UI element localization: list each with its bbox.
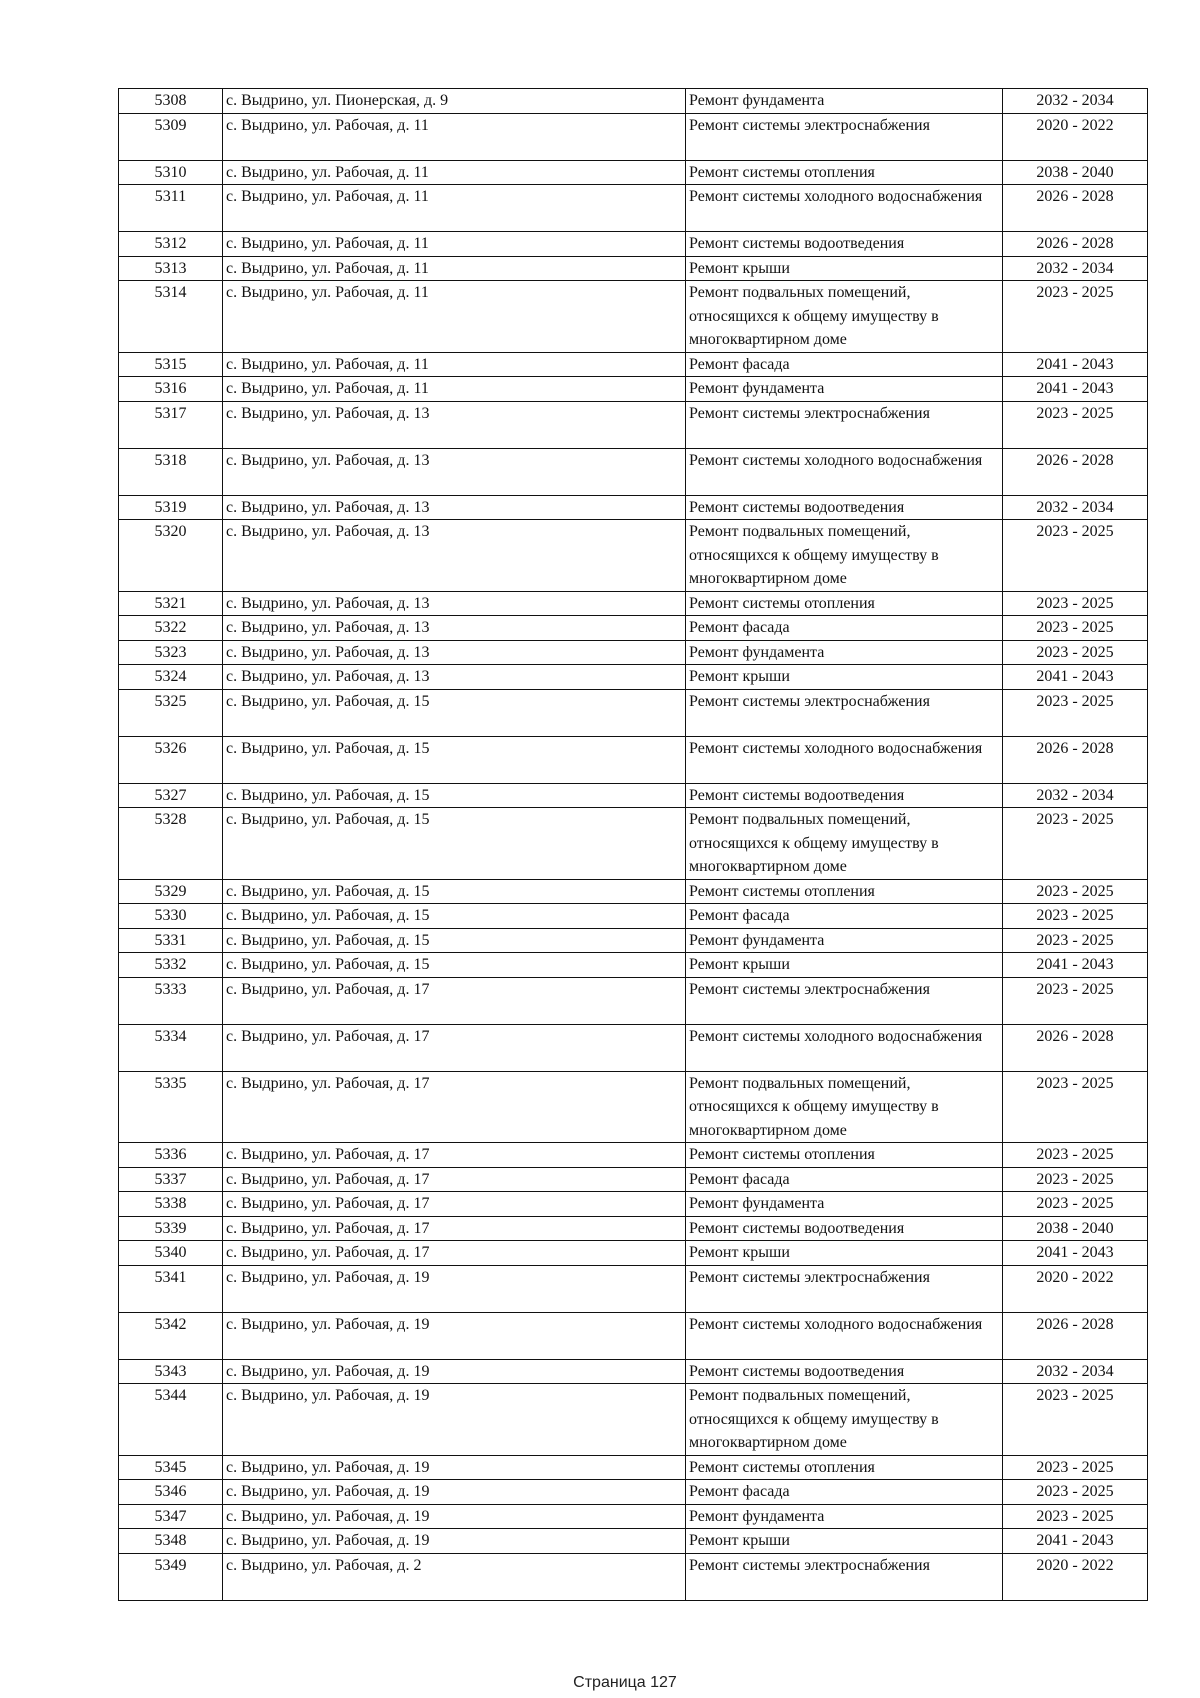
table-row [119, 1265, 1148, 1312]
row-number-cell: 5345 [119, 1455, 223, 1480]
table-row [119, 1553, 1148, 1600]
table-row [119, 904, 1148, 929]
table-body [119, 89, 1148, 1601]
period-cell: 2023 - 2025 [1003, 281, 1148, 353]
work-type-cell: Ремонт фундамента [686, 928, 1003, 953]
work-type-cell: Ремонт системы электроснабжения [686, 977, 1003, 1024]
work-type-cell: Ремонт системы холодного водоснабжения [686, 448, 1003, 495]
work-type-cell: Ремонт системы холодного водоснабжения [686, 1024, 1003, 1071]
work-type-cell: Ремонт фундамента [686, 377, 1003, 402]
period-cell: 2023 - 2025 [1003, 904, 1148, 929]
table-row [119, 160, 1148, 185]
table-row [119, 1529, 1148, 1554]
table-row [119, 640, 1148, 665]
period-cell: 2041 - 2043 [1003, 953, 1148, 978]
period-cell: 2026 - 2028 [1003, 232, 1148, 257]
period-cell: 2023 - 2025 [1003, 520, 1148, 592]
address-cell: с. Выдрино, ул. Рабочая, д. 19 [223, 1359, 686, 1384]
address-cell: с. Выдрино, ул. Рабочая, д. 13 [223, 640, 686, 665]
table-row [119, 232, 1148, 257]
row-number-cell: 5337 [119, 1167, 223, 1192]
table-row [119, 665, 1148, 690]
row-number-cell: 5322 [119, 616, 223, 641]
address-cell: с. Выдрино, ул. Рабочая, д. 19 [223, 1384, 686, 1456]
work-type-cell: Ремонт системы холодного водоснабжения [686, 736, 1003, 783]
table-row [119, 736, 1148, 783]
work-type-cell: Ремонт крыши [686, 665, 1003, 690]
row-number-cell: 5334 [119, 1024, 223, 1071]
table-row [119, 808, 1148, 880]
address-cell: с. Выдрино, ул. Рабочая, д. 19 [223, 1504, 686, 1529]
row-number-cell: 5314 [119, 281, 223, 353]
work-type-cell: Ремонт фасада [686, 904, 1003, 929]
row-number-cell: 5313 [119, 256, 223, 281]
address-cell: с. Выдрино, ул. Рабочая, д. 13 [223, 616, 686, 641]
address-cell: с. Выдрино, ул. Рабочая, д. 17 [223, 1071, 686, 1143]
period-cell: 2020 - 2022 [1003, 113, 1148, 160]
table-row [119, 1167, 1148, 1192]
table-row [119, 256, 1148, 281]
row-number-cell: 5317 [119, 401, 223, 448]
address-cell: с. Выдрино, ул. Рабочая, д. 13 [223, 448, 686, 495]
row-number-cell: 5331 [119, 928, 223, 953]
table-row [119, 1312, 1148, 1359]
row-number-cell: 5332 [119, 953, 223, 978]
address-cell: с. Выдрино, ул. Рабочая, д. 11 [223, 256, 686, 281]
period-cell: 2023 - 2025 [1003, 1071, 1148, 1143]
row-number-cell: 5315 [119, 352, 223, 377]
address-cell: с. Выдрино, ул. Рабочая, д. 17 [223, 1192, 686, 1217]
table-row [119, 495, 1148, 520]
address-cell: с. Выдрино, ул. Рабочая, д. 17 [223, 1143, 686, 1168]
work-type-cell: Ремонт системы отопления [686, 591, 1003, 616]
work-type-cell: Ремонт системы отопления [686, 1143, 1003, 1168]
address-cell: с. Выдрино, ул. Рабочая, д. 11 [223, 232, 686, 257]
work-type-cell: Ремонт фасада [686, 1167, 1003, 1192]
address-cell: с. Выдрино, ул. Рабочая, д. 19 [223, 1265, 686, 1312]
table-row [119, 1455, 1148, 1480]
period-cell: 2032 - 2034 [1003, 495, 1148, 520]
page-number: Страница 127 [573, 1674, 677, 1691]
work-type-cell: Ремонт крыши [686, 256, 1003, 281]
address-cell: с. Выдрино, ул. Рабочая, д. 13 [223, 401, 686, 448]
table-row [119, 689, 1148, 736]
period-cell: 2026 - 2028 [1003, 448, 1148, 495]
row-number-cell: 5323 [119, 640, 223, 665]
period-cell: 2023 - 2025 [1003, 1167, 1148, 1192]
row-number-cell: 5309 [119, 113, 223, 160]
row-number-cell: 5341 [119, 1265, 223, 1312]
row-number-cell: 5338 [119, 1192, 223, 1217]
row-number-cell: 5330 [119, 904, 223, 929]
address-cell: с. Выдрино, ул. Рабочая, д. 11 [223, 377, 686, 402]
table-row [119, 281, 1148, 353]
work-type-cell: Ремонт подвальных помещений, относящихся к общему имуществу в многоквартирном доме [686, 520, 1003, 592]
table-row [119, 1143, 1148, 1168]
work-type-cell: Ремонт фундамента [686, 1504, 1003, 1529]
period-cell: 2041 - 2043 [1003, 1529, 1148, 1554]
address-cell: с. Выдрино, ул. Рабочая, д. 19 [223, 1312, 686, 1359]
row-number-cell: 5318 [119, 448, 223, 495]
address-cell: с. Выдрино, ул. Рабочая, д. 15 [223, 689, 686, 736]
address-cell: с. Выдрино, ул. Рабочая, д. 19 [223, 1455, 686, 1480]
address-cell: с. Выдрино, ул. Рабочая, д. 11 [223, 352, 686, 377]
period-cell: 2023 - 2025 [1003, 1455, 1148, 1480]
address-cell: с. Выдрино, ул. Рабочая, д. 11 [223, 160, 686, 185]
row-number-cell: 5347 [119, 1504, 223, 1529]
period-cell: 2023 - 2025 [1003, 1480, 1148, 1505]
period-cell: 2023 - 2025 [1003, 640, 1148, 665]
table-row [119, 352, 1148, 377]
address-cell: с. Выдрино, ул. Рабочая, д. 17 [223, 1167, 686, 1192]
period-cell: 2032 - 2034 [1003, 256, 1148, 281]
period-cell: 2023 - 2025 [1003, 401, 1148, 448]
work-type-cell: Ремонт системы водоотведения [686, 783, 1003, 808]
period-cell: 2023 - 2025 [1003, 591, 1148, 616]
period-cell: 2023 - 2025 [1003, 1504, 1148, 1529]
work-type-cell: Ремонт фундамента [686, 1192, 1003, 1217]
work-type-cell: Ремонт подвальных помещений, относящихся к общему имуществу в многоквартирном доме [686, 1071, 1003, 1143]
work-type-cell: Ремонт фасада [686, 1480, 1003, 1505]
table-row [119, 1024, 1148, 1071]
address-cell: с. Выдрино, ул. Рабочая, д. 2 [223, 1553, 686, 1600]
row-number-cell: 5316 [119, 377, 223, 402]
row-number-cell: 5329 [119, 879, 223, 904]
work-type-cell: Ремонт системы водоотведения [686, 1359, 1003, 1384]
work-type-cell: Ремонт системы водоотведения [686, 495, 1003, 520]
address-cell: с. Выдрино, ул. Рабочая, д. 15 [223, 783, 686, 808]
work-type-cell: Ремонт системы электроснабжения [686, 689, 1003, 736]
period-cell: 2041 - 2043 [1003, 352, 1148, 377]
row-number-cell: 5324 [119, 665, 223, 690]
row-number-cell: 5311 [119, 185, 223, 232]
row-number-cell: 5335 [119, 1071, 223, 1143]
address-cell: с. Выдрино, ул. Пионерская, д. 9 [223, 89, 686, 114]
table-row [119, 616, 1148, 641]
table-row [119, 783, 1148, 808]
period-cell: 2020 - 2022 [1003, 1553, 1148, 1600]
table-row [119, 977, 1148, 1024]
work-type-cell: Ремонт подвальных помещений, относящихся к общему имуществу в многоквартирном доме [686, 1384, 1003, 1456]
work-type-cell: Ремонт фасада [686, 616, 1003, 641]
work-type-cell: Ремонт крыши [686, 1241, 1003, 1266]
period-cell: 2023 - 2025 [1003, 879, 1148, 904]
period-cell: 2023 - 2025 [1003, 808, 1148, 880]
period-cell: 2026 - 2028 [1003, 185, 1148, 232]
table-row [119, 928, 1148, 953]
address-cell: с. Выдрино, ул. Рабочая, д. 11 [223, 281, 686, 353]
period-cell: 2026 - 2028 [1003, 1312, 1148, 1359]
table-row [119, 879, 1148, 904]
row-number-cell: 5310 [119, 160, 223, 185]
table-row [119, 1480, 1148, 1505]
row-number-cell: 5326 [119, 736, 223, 783]
table-row [119, 1216, 1148, 1241]
row-number-cell: 5321 [119, 591, 223, 616]
row-number-cell: 5320 [119, 520, 223, 592]
work-type-cell: Ремонт фундамента [686, 89, 1003, 114]
address-cell: с. Выдрино, ул. Рабочая, д. 11 [223, 185, 686, 232]
table-row [119, 953, 1148, 978]
row-number-cell: 5336 [119, 1143, 223, 1168]
table-row [119, 377, 1148, 402]
row-number-cell: 5333 [119, 977, 223, 1024]
work-type-cell: Ремонт системы холодного водоснабжения [686, 1312, 1003, 1359]
address-cell: с. Выдрино, ул. Рабочая, д. 13 [223, 495, 686, 520]
table-row [119, 89, 1148, 114]
period-cell: 2023 - 2025 [1003, 928, 1148, 953]
row-number-cell: 5339 [119, 1216, 223, 1241]
work-type-cell: Ремонт системы водоотведения [686, 1216, 1003, 1241]
work-type-cell: Ремонт подвальных помещений, относящихся к общему имуществу в многоквартирном доме [686, 808, 1003, 880]
table-row [119, 401, 1148, 448]
table-row [119, 520, 1148, 592]
table-row [119, 113, 1148, 160]
address-cell: с. Выдрино, ул. Рабочая, д. 11 [223, 113, 686, 160]
work-type-cell: Ремонт крыши [686, 1529, 1003, 1554]
work-type-cell: Ремонт системы электроснабжения [686, 401, 1003, 448]
period-cell: 2041 - 2043 [1003, 377, 1148, 402]
period-cell: 2023 - 2025 [1003, 1384, 1148, 1456]
work-type-cell: Ремонт системы отопления [686, 1455, 1003, 1480]
work-type-cell: Ремонт системы водоотведения [686, 232, 1003, 257]
row-number-cell: 5312 [119, 232, 223, 257]
row-number-cell: 5349 [119, 1553, 223, 1600]
work-type-cell: Ремонт системы отопления [686, 160, 1003, 185]
work-type-cell: Ремонт подвальных помещений, относящихся к общему имуществу в многоквартирном доме [686, 281, 1003, 353]
period-cell: 2026 - 2028 [1003, 736, 1148, 783]
address-cell: с. Выдрино, ул. Рабочая, д. 15 [223, 879, 686, 904]
period-cell: 2041 - 2043 [1003, 665, 1148, 690]
work-type-cell: Ремонт системы электроснабжения [686, 1553, 1003, 1600]
address-cell: с. Выдрино, ул. Рабочая, д. 15 [223, 904, 686, 929]
period-cell: 2032 - 2034 [1003, 1359, 1148, 1384]
period-cell: 2038 - 2040 [1003, 160, 1148, 185]
period-cell: 2023 - 2025 [1003, 689, 1148, 736]
row-number-cell: 5340 [119, 1241, 223, 1266]
row-number-cell: 5327 [119, 783, 223, 808]
work-type-cell: Ремонт фасада [686, 352, 1003, 377]
work-type-cell: Ремонт системы электроснабжения [686, 1265, 1003, 1312]
row-number-cell: 5346 [119, 1480, 223, 1505]
repair-schedule-table [118, 88, 1148, 1601]
row-number-cell: 5328 [119, 808, 223, 880]
address-cell: с. Выдрино, ул. Рабочая, д. 13 [223, 520, 686, 592]
address-cell: с. Выдрино, ул. Рабочая, д. 17 [223, 1241, 686, 1266]
row-number-cell: 5319 [119, 495, 223, 520]
table-row [119, 1192, 1148, 1217]
row-number-cell: 5308 [119, 89, 223, 114]
row-number-cell: 5343 [119, 1359, 223, 1384]
period-cell: 2023 - 2025 [1003, 616, 1148, 641]
period-cell: 2023 - 2025 [1003, 1192, 1148, 1217]
table-row [119, 1504, 1148, 1529]
address-cell: с. Выдрино, ул. Рабочая, д. 19 [223, 1480, 686, 1505]
period-cell: 2038 - 2040 [1003, 1216, 1148, 1241]
address-cell: с. Выдрино, ул. Рабочая, д. 19 [223, 1529, 686, 1554]
period-cell: 2032 - 2034 [1003, 783, 1148, 808]
address-cell: с. Выдрино, ул. Рабочая, д. 13 [223, 591, 686, 616]
address-cell: с. Выдрино, ул. Рабочая, д. 15 [223, 736, 686, 783]
table-row [119, 591, 1148, 616]
address-cell: с. Выдрино, ул. Рабочая, д. 17 [223, 977, 686, 1024]
row-number-cell: 5348 [119, 1529, 223, 1554]
period-cell: 2023 - 2025 [1003, 1143, 1148, 1168]
address-cell: с. Выдрино, ул. Рабочая, д. 15 [223, 953, 686, 978]
period-cell: 2026 - 2028 [1003, 1024, 1148, 1071]
work-type-cell: Ремонт системы электроснабжения [686, 113, 1003, 160]
table-row [119, 1241, 1148, 1266]
table-row [119, 1359, 1148, 1384]
row-number-cell: 5342 [119, 1312, 223, 1359]
work-type-cell: Ремонт системы холодного водоснабжения [686, 185, 1003, 232]
work-type-cell: Ремонт крыши [686, 953, 1003, 978]
row-number-cell: 5344 [119, 1384, 223, 1456]
period-cell: 2020 - 2022 [1003, 1265, 1148, 1312]
address-cell: с. Выдрино, ул. Рабочая, д. 13 [223, 665, 686, 690]
table-row [119, 1384, 1148, 1456]
address-cell: с. Выдрино, ул. Рабочая, д. 17 [223, 1024, 686, 1071]
period-cell: 2023 - 2025 [1003, 977, 1148, 1024]
address-cell: с. Выдрино, ул. Рабочая, д. 17 [223, 1216, 686, 1241]
period-cell: 2032 - 2034 [1003, 89, 1148, 114]
period-cell: 2041 - 2043 [1003, 1241, 1148, 1266]
table-row [119, 185, 1148, 232]
work-type-cell: Ремонт фундамента [686, 640, 1003, 665]
table-row [119, 1071, 1148, 1143]
address-cell: с. Выдрино, ул. Рабочая, д. 15 [223, 808, 686, 880]
row-number-cell: 5325 [119, 689, 223, 736]
work-type-cell: Ремонт системы отопления [686, 879, 1003, 904]
table-row [119, 448, 1148, 495]
address-cell: с. Выдрино, ул. Рабочая, д. 15 [223, 928, 686, 953]
